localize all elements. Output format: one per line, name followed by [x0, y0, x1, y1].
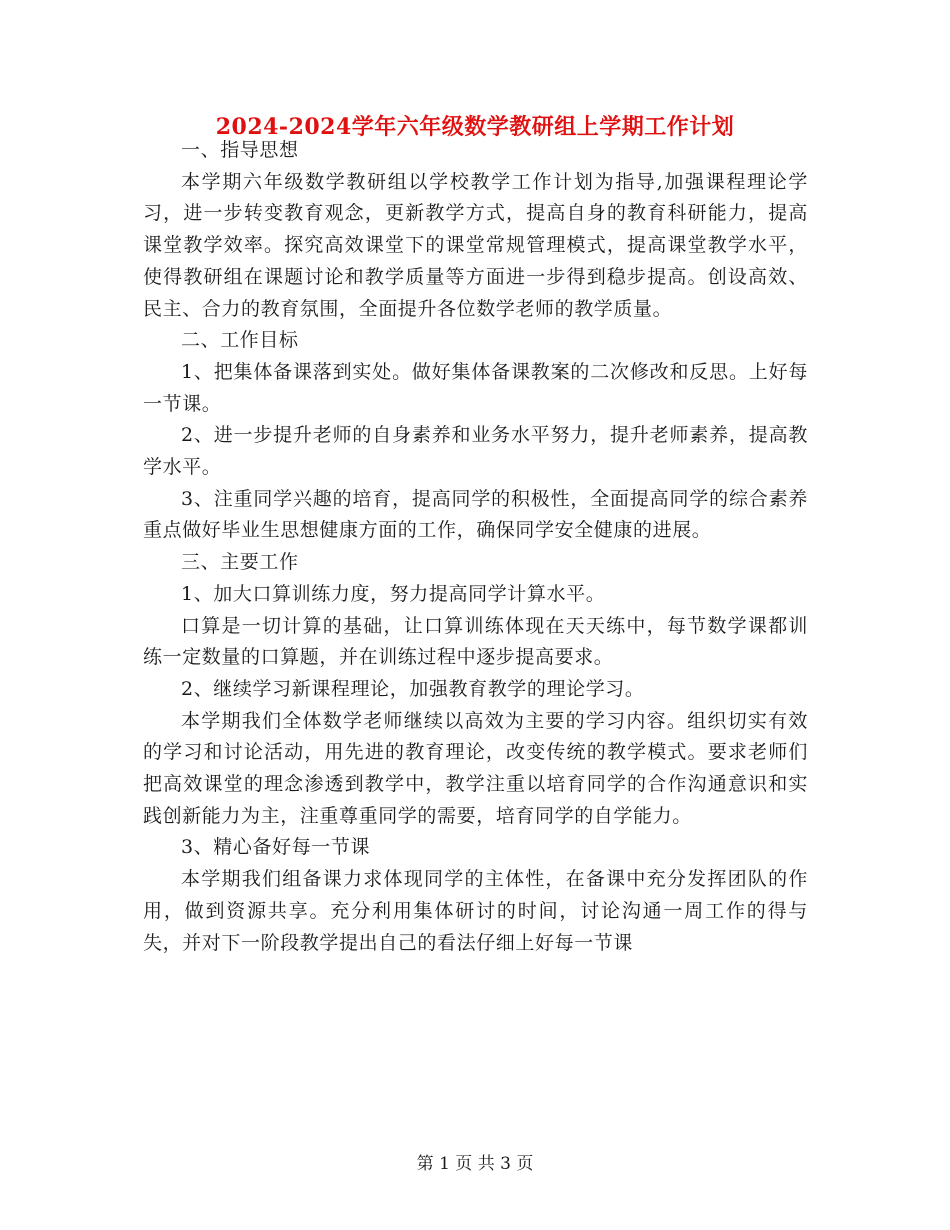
page-number-footer: 第 1 页 共 3 页: [416, 1154, 534, 1174]
paragraph-work-item-3-detail: 本学期我们组备课力求体现同学的主体性，在备课中充分发挥团队的作用，做到资源共享。充分利用集体研讨的时间，讨论沟通一周工作的得与失，并对下一阶段教学提出自己的看法仔细上好每一节课: [143, 868, 808, 954]
document-body: [143, 135, 808, 959]
section-heading-work-goals: 二、工作目标: [181, 329, 299, 352]
paragraph-work-item-2-detail: 本学期我们全体数学老师继续以高效为主要的学习内容。组织切实有效的学习和讨论活动，用先进的教育理论，改变传统的教学模式。要求老师们把高效课堂的理念渗透到教学中，教学注重以培育同学的合作沟通意识和实践创新能力为主，注重尊重同学的需要，培育同学的自学能力。: [143, 709, 808, 827]
paragraph-goal-1: 1、把集体备课落到实处。做好集体备课教案的二次修改和反思。上好每一节课。: [143, 360, 808, 415]
paragraph-work-item-3: 3、精心备好每一节课: [181, 836, 371, 859]
paragraph-work-item-1-detail: 口算是一切计算的基础，让口算训练体现在天天练中，每节数学课都训练一定数量的口算题，并在训练过程中逐步提高要求。: [143, 614, 808, 669]
paragraph-guiding-ideology: 本学期六年级数学教研组以学校教学工作计划为指导,加强课程理论学习，进一步转变教育观念，更新教学方式，提高自身的教育科研能力，提高课堂教学效率。探究高效课堂下的课堂常规管理模式，提高课堂教学水平，使得教研组在课题讨论和教学质量等方面进一步得到稳步提高。创设高效、民主、合力的教育氛围，全面提升各位数学老师的教学质量。: [143, 170, 808, 320]
section-heading-guiding-ideology: 一、指导思想: [181, 139, 299, 161]
paragraph-goal-3: 3、注重同学兴趣的培育，提高同学的积极性，全面提高同学的综合素养重点做好毕业生思想健康方面的工作，确保同学安全健康的进展。: [143, 487, 808, 542]
paragraph-goal-2: 2、进一步提升老师的自身素养和业务水平努力，提升老师素养，提高教学水平。: [143, 424, 808, 479]
document-title: 2024-2024学年六年级数学教研组上学期工作计划: [215, 114, 735, 140]
paragraph-work-item-1: 1、加大口算训练力度，努力提高同学计算水平。: [181, 582, 606, 605]
paragraph-work-item-2: 2、继续学习新课程理论，加强教育教学的理论学习。: [181, 677, 645, 700]
section-heading-main-work: 三、主要工作: [181, 551, 299, 574]
